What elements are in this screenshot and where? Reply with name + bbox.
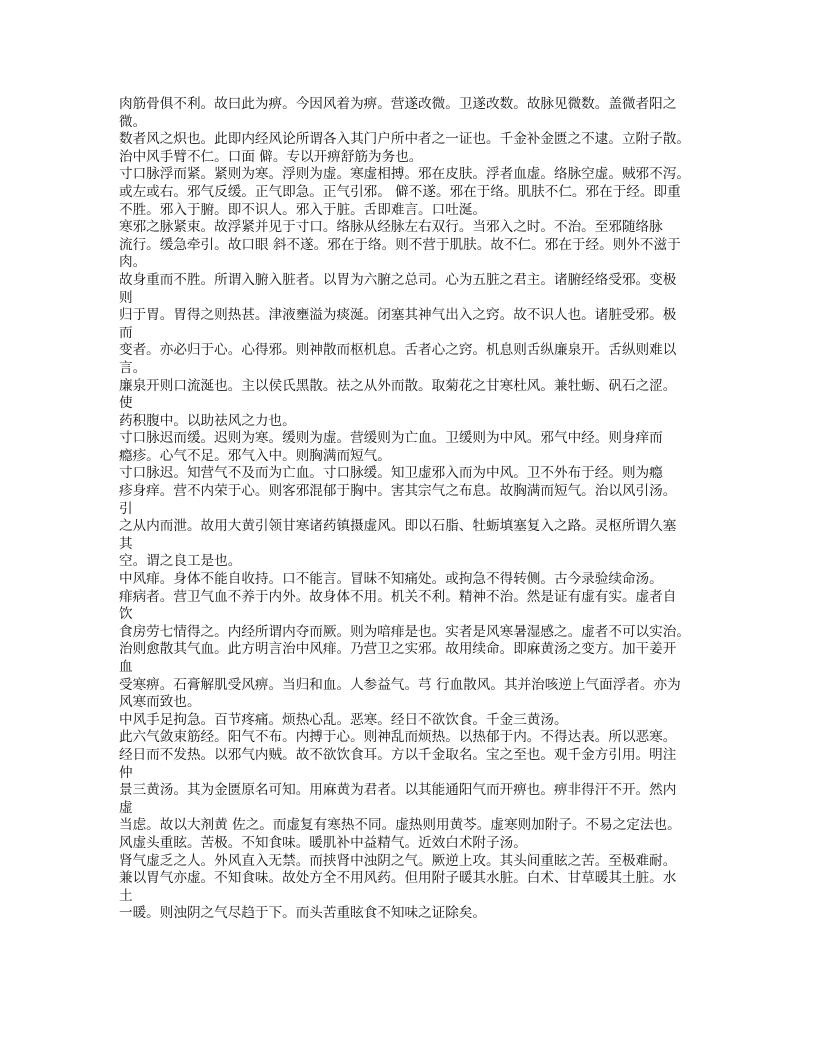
text-line: 一暖。则浊阴之气尽趋于下。而头苦重眩食不知味之证除矣。 bbox=[119, 905, 487, 922]
text-line: 治中风手臂不仁。口面 僻。专以开痹舒筋为务也。 bbox=[119, 148, 423, 165]
text-line: 故身重而不胜。所谓入腑入脏者。以胃为六腑之总司。心为五脏之君主。诸腑经络受邪。变极 bbox=[119, 271, 677, 288]
text-line: 兼以胃气亦虚。不知食味。故处方全不用风药。但用附子暖其水脏。白术、甘草暖其土脏。水 bbox=[119, 870, 677, 887]
text-line: 归于胃。胃得之则热甚。津液壅溢为痰涎。闭塞其神气出入之窍。故不识人也。诸脏受邪。极 bbox=[119, 307, 677, 324]
text-line: 则 bbox=[119, 289, 133, 306]
text-line: 引 bbox=[119, 500, 133, 517]
text-line: 疹身痒。营不内荣于心。则客邪混郁于胸中。害其宗气之布息。故胸满而短气。治以风引汤。 bbox=[119, 483, 677, 500]
document-body bbox=[119, 96, 705, 923]
text-line: 治则愈散其气血。此方明言治中风痱。乃营卫之实邪。故用续命。即麻黄汤之变方。加干姜开 bbox=[119, 641, 677, 658]
text-line: 数者风之炽也。此即内经风论所谓各入其门户所中者之一证也。千金补金匮之不逮。立附子散。 bbox=[119, 131, 690, 148]
text-line: 仲 bbox=[119, 764, 133, 781]
text-line: 肉。 bbox=[119, 254, 147, 271]
text-line: 廉泉开则口流涎也。主以侯氏黑散。祛之从外而散。取菊花之甘寒杜风。兼牡蛎、矾石之涩。 bbox=[119, 377, 677, 394]
text-line: 血 bbox=[119, 659, 133, 675]
text-line: 土 bbox=[119, 887, 133, 904]
text-line: 当虑。故以大剂黄 佐之。而虚复有寒热不同。虚热则用黄芩。虚寒则加附子。不易之定法也。 bbox=[119, 817, 681, 834]
text-line: 寸口脉浮而紧。紧则为寒。浮则为虚。寒虚相搏。邪在皮肤。浮者血虚。络脉空虚。贼邪不泻。 bbox=[119, 166, 690, 183]
text-line: 瘾疹。心气不足。邪气入中。则胸满而短气。 bbox=[119, 447, 391, 464]
text-line: 药积腹中。以助祛风之力也。 bbox=[119, 412, 296, 429]
text-line: 微。 bbox=[119, 113, 147, 130]
text-line: 之从内而泄。故用大黄引领甘寒诸药镇摄虚风。即以石脂、牡蛎填塞复入之路。灵枢所谓久塞 bbox=[119, 518, 677, 535]
text-line: 受寒痹。石膏解肌受风痹。当归和血。人参益气。芎 行血散风。其并治咳逆上气面浮者。亦为 bbox=[119, 676, 681, 693]
text-line: 此六气敛束筋经。阳气不布。内搏于心。则神乱而烦热。以热郁于内。不得达表。所以恶寒。 bbox=[119, 729, 677, 746]
text-line: 不胜。邪入于腑。即不识人。邪入于脏。舌即难言。口吐涎。 bbox=[119, 201, 487, 218]
text-line: 言。 bbox=[119, 359, 147, 376]
text-line: 变者。亦必归于心。心得邪。则神散而枢机息。舌者心之窍。机息则舌纵廉泉开。舌纵则难以 bbox=[119, 342, 677, 359]
text-line: 食房劳七情得之。内经所谓内夺而厥。则为喑痱是也。实者是风寒暑湿感之。虚者不可以实治。 bbox=[119, 623, 690, 640]
text-line: 空。谓之良工是也。 bbox=[119, 553, 242, 570]
text-line: 其 bbox=[119, 535, 133, 552]
text-line: 经日而不发热。以邪气内贼。故不欲饮食耳。方以千金取名。宝之至也。观千金方引用。明注 bbox=[119, 746, 677, 763]
text-line: 中风痱。身体不能自收持。口不能言。冒昧不知痛处。或拘急不得转侧。古今录验续命汤。 bbox=[119, 571, 663, 588]
text-line: 而 bbox=[119, 324, 133, 341]
text-line: 景三黄汤。其为金匮原名可知。用麻黄为君者。以其能通阳气而开痹也。痹非得汗不开。然内 bbox=[119, 782, 677, 799]
text-line: 风寒而致也。 bbox=[119, 694, 201, 711]
text-line: 虚 bbox=[119, 799, 133, 816]
text-line: 寸口脉迟而缓。迟则为寒。缓则为虚。营缓则为亡血。卫缓则为中风。邪气中经。则身痒而 bbox=[119, 430, 663, 447]
text-line: 使 bbox=[119, 395, 133, 412]
text-line: 饮 bbox=[119, 606, 133, 623]
text-line: 寸口脉迟。知营气不及而为亡血。寸口脉缓。知卫虚邪入而为中风。卫不外布于经。则为瘾 bbox=[119, 465, 663, 482]
text-line: 寒邪之脉紧束。故浮紧并见于寸口。络脉从经脉左右双行。当邪入之时。不治。至邪随络脉 bbox=[119, 219, 663, 236]
text-line: 中风手足拘急。百节疼痛。烦热心乱。恶寒。经日不欲饮食。千金三黄汤。 bbox=[119, 711, 568, 728]
text-line: 流行。缓急牵引。故口眼 斜不遂。邪在于络。则不营于肌肤。故不仁。邪在于经。则外不滋于 bbox=[119, 236, 681, 253]
text-line: 痱病者。营卫气血不养于内外。故身体不用。机关不利。精神不治。然是证有虚有实。虚者自 bbox=[119, 588, 677, 605]
text-line: 肉筋骨俱不利。故曰此为痹。今因风着为痹。营遂改微。卫遂改数。故脉见微数。盖微者阳之 bbox=[119, 96, 677, 112]
text-line: 肾气虚乏之人。外风直入无禁。而挟肾中浊阴之气。厥逆上攻。其头间重眩之苦。至极难耐。 bbox=[119, 852, 677, 869]
text-line: 风虚头重眩。苦极。不知食味。暖肌补中益精气。近效白术附子汤。 bbox=[119, 834, 527, 851]
text-line: 或左或右。邪气反缓。正气即急。正气引邪。 僻不遂。邪在于络。肌肤不仁。邪在于经。即重 bbox=[119, 183, 681, 200]
